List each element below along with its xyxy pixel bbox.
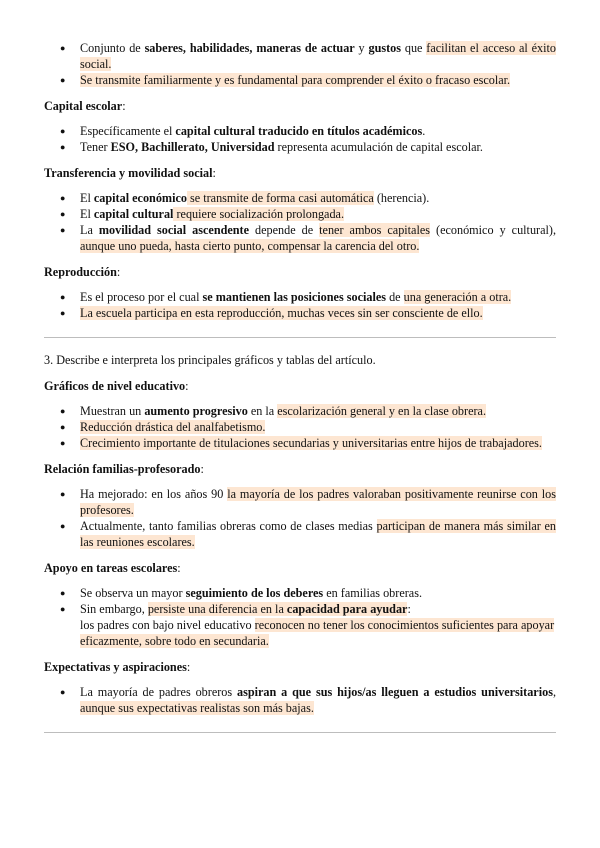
section	[44, 461, 556, 550]
heading-colon: :	[212, 166, 216, 180]
bullet-list	[44, 486, 556, 550]
section	[44, 165, 556, 254]
text-span: depende de	[249, 223, 320, 237]
section-heading	[44, 264, 556, 280]
text-span: (herencia).	[373, 191, 430, 205]
bold-text: capital cultural	[93, 207, 174, 221]
list-item	[80, 206, 556, 222]
text-span: y	[354, 41, 369, 55]
text-span: Conjunto de	[80, 41, 145, 55]
highlighted-text: facilitan el acceso al éxito social.	[80, 41, 557, 71]
highlighted-text: aunque uno pueda, hasta cierto punto, compensar la carencia del otro.	[80, 239, 420, 253]
highlighted-text: participan de manera más similar en las reuniones escolares.	[80, 519, 556, 549]
bullet-list	[44, 190, 556, 254]
bold-text: seguimiento de los deberes	[185, 586, 324, 600]
list-item	[80, 435, 556, 451]
text-span: .	[422, 124, 426, 138]
section-heading-text: Expectativas y aspiraciones	[44, 660, 187, 674]
bold-text: movilidad social ascendente	[98, 223, 250, 237]
highlighted-text: reconocen no tener los conocimientos suficientes para apoyar eficazmente, sobre todo en secundaria.	[80, 618, 555, 648]
bold-text: saberes, habilidades, maneras de actuar	[144, 41, 355, 55]
section	[44, 560, 556, 649]
heading-colon: :	[122, 99, 126, 113]
heading-colon: :	[177, 561, 181, 575]
section-heading	[44, 378, 556, 394]
section	[44, 378, 556, 451]
text-span: los padres con bajo nivel educativo	[80, 618, 255, 632]
section-heading	[44, 461, 556, 477]
list-item	[80, 419, 556, 435]
list-item	[80, 518, 556, 550]
divider-line-bottom	[44, 732, 556, 733]
list-item	[80, 123, 556, 139]
section-heading	[44, 560, 556, 576]
list-item	[80, 72, 556, 88]
section-heading	[44, 165, 556, 181]
sections-part-1	[44, 98, 556, 321]
section-heading-text: Relación familias-profesorado	[44, 462, 201, 476]
heading-colon: :	[116, 265, 121, 279]
bold-text: aspiran a que sus hijos/as lleguen a estudios universitarios	[237, 685, 553, 699]
list-item	[80, 585, 556, 601]
list-item-note	[80, 617, 556, 649]
section	[44, 659, 556, 716]
highlighted-text: escolarización general y en la clase obrera.	[277, 404, 487, 418]
bold-text: capital cultural traducido en títulos académicos	[175, 124, 423, 138]
text-span: ,	[552, 685, 556, 699]
list-item	[80, 40, 556, 72]
text-span: Se observa un mayor	[80, 586, 186, 600]
text-span: El	[80, 207, 94, 221]
text-span: La	[80, 223, 99, 237]
question-text: 3. Describe e interpreta los principales gráficos y tablas del artículo.	[44, 353, 376, 367]
bold-text: ESO, Bachillerato, Universidad	[110, 140, 275, 154]
heading-colon: :	[185, 379, 189, 393]
text-span: (económico y cultural),	[430, 223, 556, 237]
highlighted-text: requiere socialización prolongada.	[173, 207, 345, 221]
list-item	[80, 139, 556, 155]
section-heading	[44, 659, 556, 675]
heading-colon: :	[200, 462, 204, 476]
bullet-list	[44, 403, 556, 451]
divider-line	[44, 337, 556, 338]
text-span: en la	[247, 404, 278, 418]
text-span: de	[386, 290, 404, 304]
text-span: representa acumulación de capital escolar.	[274, 140, 483, 154]
list-item	[80, 403, 556, 419]
highlighted-text: persiste una diferencia en la	[147, 602, 287, 616]
heading-colon: :	[186, 660, 191, 674]
list-item	[80, 601, 556, 649]
section-heading-text: Apoyo en tareas escolares	[44, 561, 178, 575]
section-heading-text: Gráficos de nivel educativo	[44, 379, 186, 393]
sections-part-2	[44, 378, 556, 716]
list-item	[80, 486, 556, 518]
highlighted-text: Reducción drástica del analfabetismo.	[80, 420, 266, 434]
text-span: Ha mejorado: en los años 90	[80, 487, 228, 501]
highlighted-text: una generación a otra.	[403, 290, 512, 304]
list-item	[80, 289, 556, 305]
text-span: Actualmente, tanto familias obreras como de clases medias	[80, 519, 377, 533]
text-span: Es el proceso por el cual	[80, 290, 203, 304]
list-item	[80, 190, 556, 206]
bold-text: capacidad para ayudar	[286, 602, 408, 616]
bold-text: se mantienen las posiciones sociales	[202, 290, 387, 304]
text-span: Específicamente el	[80, 124, 176, 138]
list-item	[80, 684, 556, 716]
section-heading	[44, 98, 556, 114]
text-span: El	[80, 191, 94, 205]
text-span: :	[407, 602, 411, 616]
highlighted-text: tener ambos capitales	[319, 223, 431, 237]
section-heading-text: Reproducción	[44, 265, 117, 279]
highlighted-text: La escuela participa en esta reproducción, muchas veces sin ser consciente de ello.	[80, 306, 483, 320]
text-span: Sin embargo,	[80, 602, 148, 616]
highlighted-text: la mayoría de los padres valoraban positivamente reunirse con los profesores.	[80, 487, 557, 517]
bullet-list	[44, 289, 556, 321]
text-span: en familias obreras.	[323, 586, 422, 600]
highlighted-text: aunque sus expectativas realistas son más bajas.	[80, 701, 314, 715]
section-heading-text: Transferencia y movilidad social	[44, 166, 213, 180]
text-span: Tener	[80, 140, 111, 154]
bold-text: aumento progresivo	[144, 404, 248, 418]
intro-list	[44, 40, 556, 88]
highlighted-text: Se transmite familiarmente y es fundamental para comprender el éxito o fracaso escolar.	[80, 73, 511, 87]
list-item	[80, 305, 556, 321]
section	[44, 264, 556, 321]
bullet-list	[44, 123, 556, 155]
text-span: que	[401, 41, 427, 55]
bullet-list	[44, 585, 556, 649]
section	[44, 98, 556, 155]
highlighted-text: se transmite de forma casi automática	[186, 191, 374, 205]
bold-text: capital económico	[93, 191, 187, 205]
text-span: Muestran un	[80, 404, 145, 418]
list-item	[80, 222, 556, 254]
section-heading-text: Capital escolar	[44, 99, 123, 113]
text-span: La mayoría de padres obreros	[80, 685, 237, 699]
highlighted-text: Crecimiento importante de titulaciones secundarias y universitarias entre hijos de trabajadores.	[80, 436, 542, 450]
bullet-list	[44, 684, 556, 716]
bold-text: gustos	[368, 41, 402, 55]
